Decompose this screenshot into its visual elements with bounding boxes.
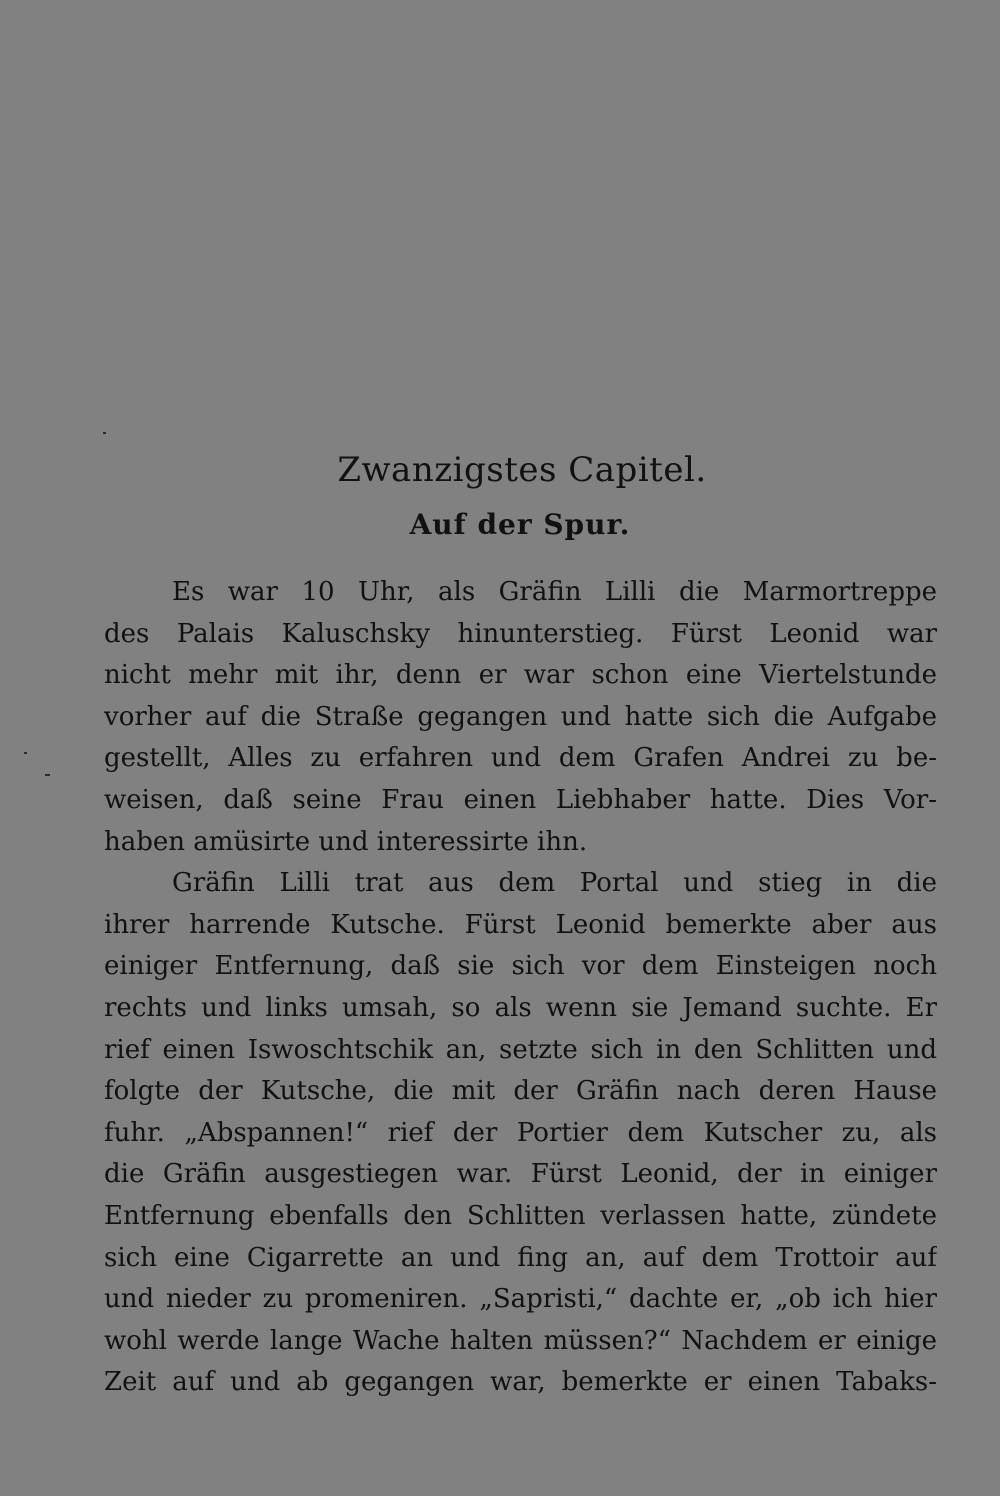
text-line: Zeit auf und ab gegangen war, bemerkte er einen Tabaks-: [104, 1367, 937, 1398]
text-line: folgte der Kutsche, die mit der Gräfin nach deren Hause: [104, 1076, 937, 1107]
text-line: und nieder zu promeniren. „Sapristi,“ dachte er, „ob ich hier: [104, 1284, 937, 1315]
text-line: die Gräfin ausgestiegen war. Fürst Leonid, der in einiger: [104, 1159, 937, 1190]
text-line: Gräfin Lilli trat aus dem Portal und stieg in die: [172, 868, 937, 899]
text-line: ihrer harrende Kutsche. Fürst Leonid bemerkte aber aus: [104, 909, 937, 940]
body-text: [104, 572, 937, 1404]
text-line: sich eine Cigarrette an und fing an, auf dem Trottoir auf: [104, 1242, 937, 1273]
text-line: fuhr. „Abspannen!“ rief der Portier dem Kutscher zu, als: [104, 1117, 937, 1148]
scan-speck: [45, 774, 50, 776]
text-line: gestellt, Alles zu erfahren und dem Grafen Andrei zu be-: [104, 743, 937, 774]
text-line: wohl werde lange Wache halten müssen?“ Nachdem er einige: [104, 1325, 937, 1356]
scan-speck: [24, 752, 27, 754]
text-line: Es war 10 Uhr, als Gräfin Lilli die Marmortreppe: [172, 577, 937, 607]
section-title: Auf der Spur.: [409, 508, 631, 541]
text-line: vorher auf die Straße gegangen und hatte sich die Aufgabe: [104, 701, 937, 732]
text-line: weisen, daß seine Frau einen Liebhaber hatte. Dies Vor-: [104, 784, 937, 815]
text-line: rief einen Iswoschtschik an, setzte sich in den Schlitten und: [104, 1034, 937, 1065]
text-line: des Palais Kaluschsky hinunterstieg. Fürst Leonid war: [104, 618, 937, 649]
scan-speck: [103, 432, 106, 434]
text-line: haben amüsirte und interessirte ihn.: [104, 826, 588, 857]
text-line: einiger Entfernung, daß sie sich vor dem Einsteigen noch: [104, 951, 937, 982]
text-line: nicht mehr mit ihr, denn er war schon eine Viertelstunde: [104, 660, 937, 691]
text-line: Entfernung ebenfalls den Schlitten verlassen hatte, zündete: [104, 1200, 937, 1231]
chapter-title: Zwanzigstes Capitel.: [337, 450, 707, 490]
text-line: rechts und links umsah, so als wenn sie Jemand suchte. Er: [104, 992, 937, 1023]
